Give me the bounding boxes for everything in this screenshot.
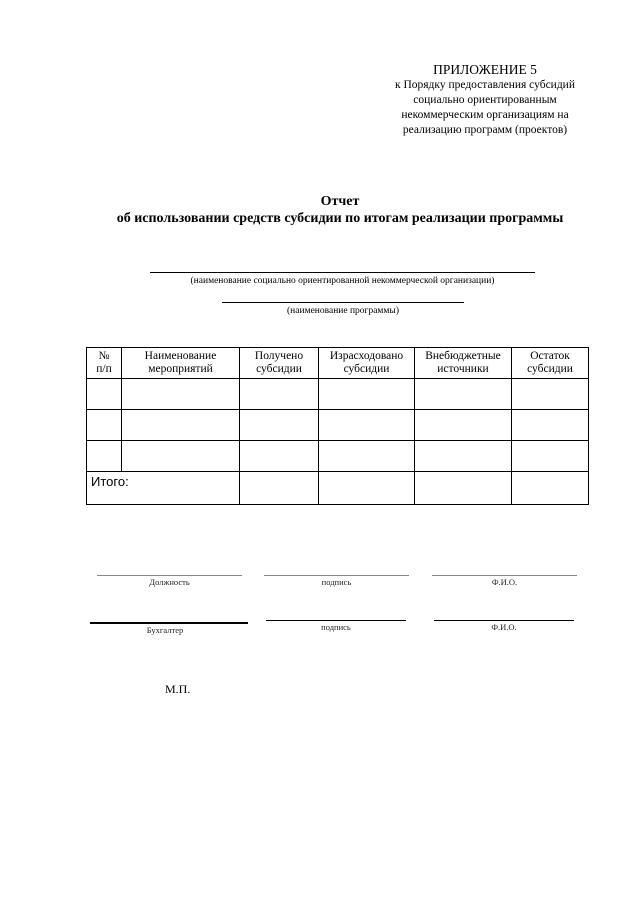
accountant-name-caption: Ф.И.О. (491, 622, 517, 632)
table-cell[interactable] (415, 441, 512, 472)
table-total-row (87, 472, 589, 505)
table-cell[interactable] (415, 379, 512, 410)
table-row (87, 379, 589, 410)
org-name-caption: (наименование социально ориентированной некоммерческой организации) (190, 276, 495, 286)
table-cell[interactable] (415, 410, 512, 441)
appendix-line: некоммерческим организациям на (401, 109, 569, 121)
report-subtitle: об использовании средств субсидии по итогам реализации программы (116, 211, 564, 226)
position-signature-line[interactable] (97, 575, 242, 576)
position-caption: Должность (149, 577, 190, 587)
total-cell[interactable] (415, 472, 512, 505)
total-cell[interactable] (240, 472, 319, 505)
appendix-title: ПРИЛОЖЕНИЕ 5 (433, 62, 537, 77)
full-name-line[interactable] (432, 575, 577, 576)
table-cell[interactable] (512, 441, 589, 472)
table-cell[interactable] (319, 410, 415, 441)
table-cell[interactable] (240, 441, 319, 472)
accountant-signature-line[interactable] (90, 622, 248, 624)
table-cell[interactable] (512, 410, 589, 441)
header-number: № п/п (87, 348, 122, 379)
accountant-caption: Бухгалтер (146, 625, 184, 635)
subsidy-table (86, 347, 589, 505)
accountant-name-line[interactable] (434, 620, 574, 621)
appendix-line: реализацию программ (проектов) (402, 124, 568, 136)
org-name-line[interactable] (150, 272, 535, 273)
table-header-row (87, 348, 589, 379)
table-row (87, 441, 589, 472)
table-cell[interactable] (122, 410, 240, 441)
accountant-sign-line[interactable] (266, 620, 406, 621)
total-label: Итого: (87, 472, 240, 505)
report-title: Отчет (320, 194, 360, 209)
table-cell[interactable] (240, 410, 319, 441)
header-received: Получено субсидии (240, 348, 319, 379)
program-name-caption: (наименование программы) (287, 306, 399, 316)
table-cell[interactable] (319, 379, 415, 410)
table-row (87, 410, 589, 441)
full-name-caption: Ф.И.О. (491, 577, 518, 587)
stamp-label: М.П. (165, 682, 191, 696)
report-title-block (40, 193, 640, 227)
signature-caption: подпись (321, 577, 352, 587)
header-extrabudgetary: Внебюджетные источники (415, 348, 512, 379)
accountant-sign-caption: подпись (321, 622, 351, 632)
program-name-line[interactable] (222, 302, 464, 303)
appendix-line: к Порядку предоставления субсидий (395, 79, 575, 91)
table-cell[interactable] (122, 441, 240, 472)
table-cell[interactable] (512, 379, 589, 410)
appendix-block (370, 62, 600, 138)
total-cell[interactable] (319, 472, 415, 505)
table-cell[interactable] (240, 379, 319, 410)
appendix-line: социально ориентированным (413, 94, 557, 106)
table-cell[interactable] (122, 379, 240, 410)
total-cell[interactable] (512, 472, 589, 505)
header-activity-name: Наименование мероприятий (122, 348, 240, 379)
table-cell[interactable] (319, 441, 415, 472)
signature-line[interactable] (264, 575, 409, 576)
table-cell[interactable] (87, 410, 122, 441)
header-remainder: Остаток субсидии (512, 348, 589, 379)
table-cell[interactable] (87, 441, 122, 472)
header-spent: Израсходовано субсидии (319, 348, 415, 379)
table-cell[interactable] (87, 379, 122, 410)
